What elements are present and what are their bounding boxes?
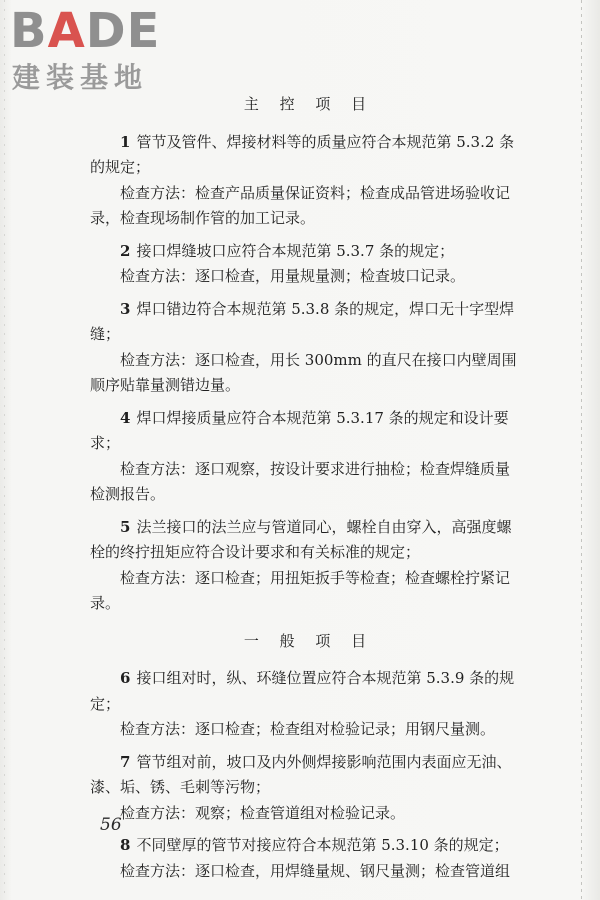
page-number: 56 — [100, 815, 122, 835]
check-method-2: 检查方法：逐口检查，用量规量测；检查坡口记录。 — [120, 267, 466, 285]
check-method-6: 检查方法：逐口检查；检查组对检验记录；用钢尺量测。 — [120, 720, 496, 738]
clause-1: 1 管节及管件、焊接材料等的质量应符合本规范第 5.3.2 条的规定； — [90, 132, 515, 176]
clause-5: 5 法兰接口的法兰应与管道同心，螺栓自由穿入，高强度螺栓的终拧扭矩应符合设计要求和有关标准的规定； — [90, 517, 512, 561]
check-method-1: 检查方法：检查产品质量保证资料；检查成品管进场验收记录，检查现场制作管的加工记录。 — [90, 183, 511, 227]
watermark-logo — [10, 3, 180, 98]
document-body — [90, 92, 520, 891]
check-method-8: 检查方法：逐口检查，用焊缝量规、钢尺量测；检查管道组 — [120, 861, 511, 880]
check-method-5: 检查方法：逐口检查；用扭矩扳手等检查；检查螺栓拧紧记录。 — [90, 568, 511, 612]
scan-edge-right — [581, 0, 582, 900]
clause-6: 6 接口组对时，纵、环缝位置应符合本规范第 5.3.9 条的规定； — [90, 669, 515, 713]
watermark-brand: BADE — [10, 3, 161, 59]
check-method-3: 检查方法：逐口检查，用长 300mm 的直尺在接口内壁周围顺序贴靠量测错边量。 — [90, 350, 517, 394]
section-heading-general: 一 般 项 目 — [243, 631, 375, 650]
clause-7: 7 管节组对前，坡口及内外侧焊接影响范围内表面应无油、漆、垢、锈、毛刺等污物； — [90, 752, 512, 796]
watermark-subtitle: 建装基地 — [12, 61, 149, 94]
check-method-4: 检查方法：逐口观察，按设计要求进行抽检；检查焊缝质量检测报告。 — [90, 459, 511, 503]
clause-2: 2 接口焊缝坡口应符合本规范第 5.3.7 条的规定； — [120, 241, 455, 260]
clause-4: 4 焊口焊接质量应符合本规范第 5.3.17 条的规定和设计要求； — [90, 408, 509, 452]
clause-3: 3 焊口错边符合本规范第 5.3.8 条的规定，焊口无十字型焊缝； — [90, 299, 515, 343]
section-heading-main: 主 控 项 目 — [243, 95, 375, 113]
scan-edge-left — [4, 0, 5, 900]
check-method-7: 检查方法：观察；检查管道组对检验记录。 — [120, 803, 406, 822]
clause-8: 8 不同壁厚的管节对接应符合本规范第 5.3.10 条的规定； — [120, 836, 509, 854]
